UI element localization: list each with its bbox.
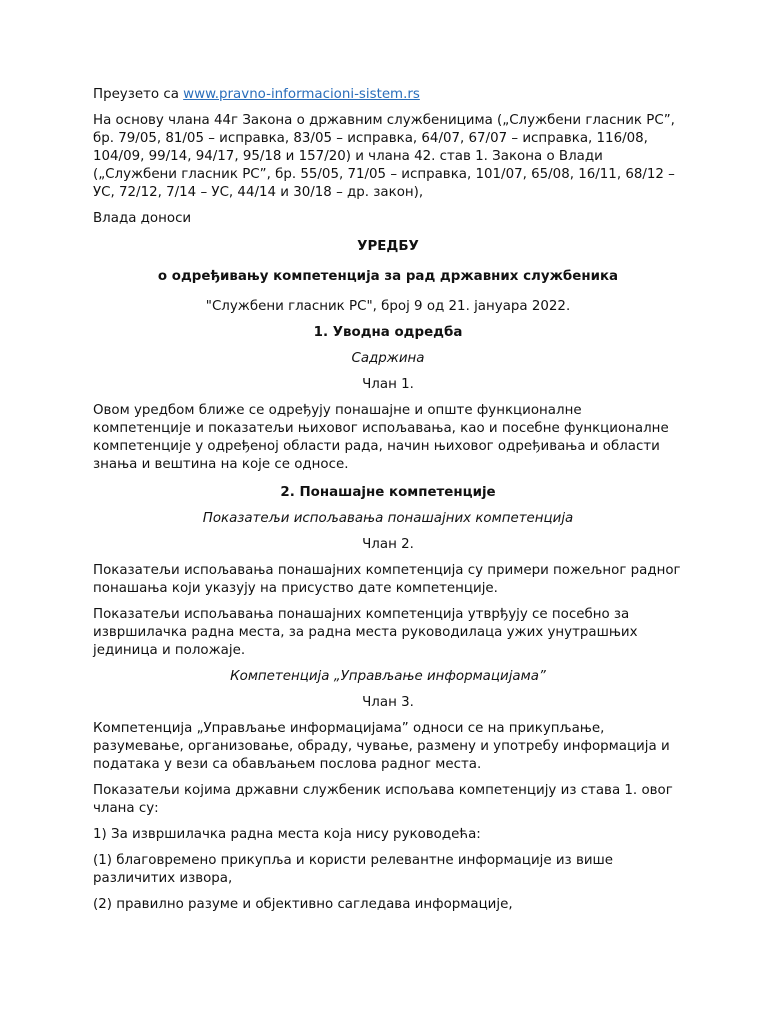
- preamble-paragraph: На основу члана 44г Закона о државним службеницима („Службени гласник РС”, бр. 79/05, 81/05 – исправка, 83/05 – исправка, 64/07, 67/07 – исправка, 116/08, 104/09, 99/14, 94/17, 95/18 и 157/20) и члана 42. став 1. Закона о Влади („Службени гласник РС”, бр. 55/05, 71/05 – исправка, 101/07, 65/08, 16/11, 68/12 – УС, 72/12, 7/14 – УС, 44/14 и 30/18 – др. закон),: [93, 113, 675, 200]
- document-page: [93, 86, 683, 922]
- article-1-paragraph: Овом уредбом ближе се одређују понашајне и опште функционалне компетенције и показатељи њиховог испољавања, као и посебне функционалне компетенције у одређеној области рада, начин њиховог одређивања и области знања и вештина на које се односе.: [93, 403, 669, 472]
- source-link[interactable]: www.pravno-informacioni-sistem.rs: [183, 87, 420, 102]
- gazette-reference: "Службени гласник РС", број 9 од 21. јануара 2022.: [205, 299, 571, 314]
- document-title: УРЕДБУ: [357, 239, 419, 254]
- article-2-paragraph-2: Показатељи испољавања понашајних компетенција утврђују се посебно за извршилачка радна места, за радна места руководилаца ужих унутрашњих јединица и положаје.: [93, 607, 638, 658]
- article-3-paragraph-1: Компетенција „Управљање информацијама” односи се на прикупљање, разумевање, организовање, обраду, чување, размену и употребу информација и података у вези са обављањем послова радног места.: [93, 721, 670, 772]
- article-3-subitem-1: (1) благовремено прикупља и користи релевантне информације из више различитих извора,: [93, 853, 614, 886]
- source-prefix: Преузето са: [93, 87, 184, 102]
- section-2-subheading: Показатељи испољавања понашајних компетенција: [202, 511, 574, 526]
- section-3-subheading: Компетенција „Управљање информацијама”: [230, 669, 546, 684]
- article-2-label: Члан 2.: [362, 537, 414, 552]
- article-3-label: Члан 3.: [362, 695, 414, 710]
- article-3-subitem-2: (2) правилно разуме и објективно сагледава информације,: [93, 897, 513, 912]
- article-3-paragraph-2: Показатељи којима државни службеник испољава компетенцију из става 1. овог члана су:: [93, 783, 673, 816]
- government-enacts: Влада доноси: [93, 211, 192, 226]
- article-3-item-1: 1) За извршилачка радна места која нису руководећа:: [93, 827, 481, 842]
- section-1-subheading: Садржина: [351, 351, 425, 366]
- article-1-label: Члан 1.: [362, 377, 414, 392]
- document-subtitle: о одређивању компетенција за рад државних службеника: [157, 269, 619, 284]
- source-line: [93, 86, 683, 104]
- article-2-paragraph-1: Показатељи испољавања понашајних компетенција су примери пожељног радног понашања који указују на присуство дате компетенције.: [93, 563, 681, 596]
- section-1-heading: 1. Уводна одредба: [313, 325, 463, 340]
- section-2-heading: 2. Понашајне компетенције: [280, 485, 496, 500]
